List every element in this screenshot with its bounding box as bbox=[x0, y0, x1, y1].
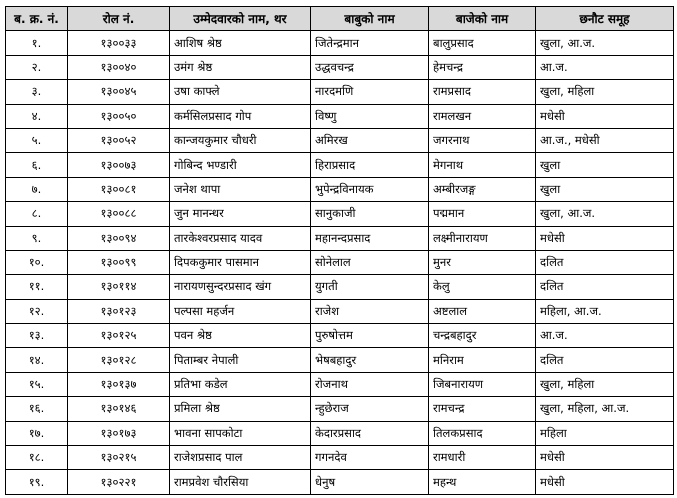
selection-group-cell: मधेसी bbox=[536, 446, 674, 470]
grandfather-name-cell: पद्ममान bbox=[429, 202, 536, 226]
grandfather-name-cell: बालुप्रसाद bbox=[429, 31, 536, 55]
table-row bbox=[6, 153, 674, 177]
father-name-cell: सानुकाजी bbox=[311, 202, 429, 226]
grandfather-name-cell: मनिराम bbox=[429, 348, 536, 372]
table-header bbox=[6, 7, 674, 31]
selection-group-cell: मधेसी bbox=[536, 226, 674, 250]
serial-no-cell: १२. bbox=[6, 299, 68, 323]
candidate-name-cell: पल्पसा महर्जन bbox=[170, 299, 311, 323]
table-row bbox=[6, 80, 674, 104]
table-row bbox=[6, 250, 674, 274]
grandfather-name-cell: महन्थ bbox=[429, 470, 536, 494]
header-serial-no: ब. क्र. नं. bbox=[6, 7, 68, 31]
table-row bbox=[6, 397, 674, 421]
grandfather-name-cell: रामलखन bbox=[429, 104, 536, 128]
grandfather-name-cell: जिबनारायण bbox=[429, 372, 536, 396]
father-name-cell: रोजनाथ bbox=[311, 372, 429, 396]
grandfather-name-cell: मुनर bbox=[429, 250, 536, 274]
candidate-name-cell: प्रतिभा कडेल bbox=[170, 372, 311, 396]
candidate-name-cell: कान्जयकुमार चौधरी bbox=[170, 128, 311, 152]
candidate-name-cell: रामप्रवेश चौरसिया bbox=[170, 470, 311, 494]
selection-group-cell: खुला, आ.ज. bbox=[536, 31, 674, 55]
candidate-name-cell: जुन मानन्धर bbox=[170, 202, 311, 226]
candidate-name-cell: उषा काफ्ले bbox=[170, 80, 311, 104]
candidate-name-cell: गोबिन्द भण्डारी bbox=[170, 153, 311, 177]
father-name-cell: सोनेलाल bbox=[311, 250, 429, 274]
candidate-name-cell: कर्मसिलप्रसाद गोप bbox=[170, 104, 311, 128]
serial-no-cell: ५. bbox=[6, 128, 68, 152]
father-name-cell: विष्णु bbox=[311, 104, 429, 128]
roll-no-cell: १३०१२८ bbox=[68, 348, 170, 372]
candidate-name-cell: उमंग श्रेष्ठ bbox=[170, 55, 311, 79]
header-candidate-name: उम्मेदवारको नाम, थर bbox=[170, 7, 311, 31]
table-row bbox=[6, 55, 674, 79]
table-row bbox=[6, 202, 674, 226]
father-name-cell: राजेश bbox=[311, 299, 429, 323]
selection-group-cell: मधेसी bbox=[536, 470, 674, 494]
table-row bbox=[6, 275, 674, 299]
father-name-cell: महानन्दप्रसाद bbox=[311, 226, 429, 250]
table-row bbox=[6, 421, 674, 445]
table-row bbox=[6, 31, 674, 55]
candidate-name-cell: दिपककुमार पासमान bbox=[170, 250, 311, 274]
table-row bbox=[6, 446, 674, 470]
selection-group-cell: खुला, महिला bbox=[536, 80, 674, 104]
father-name-cell: उद्धवचन्द्र bbox=[311, 55, 429, 79]
roll-no-cell: १३००९४ bbox=[68, 226, 170, 250]
father-name-cell: नारदमणि bbox=[311, 80, 429, 104]
candidate-name-cell: नारायणसुन्दरप्रसाद खंग bbox=[170, 275, 311, 299]
roll-no-cell: १३०२२१ bbox=[68, 470, 170, 494]
father-name-cell: युगती bbox=[311, 275, 429, 299]
father-name-cell: अमिरख bbox=[311, 128, 429, 152]
table-body bbox=[6, 31, 674, 494]
roll-no-cell: १३०११४ bbox=[68, 275, 170, 299]
header-roll-no: रोल नं. bbox=[68, 7, 170, 31]
serial-no-cell: ७. bbox=[6, 177, 68, 201]
grandfather-name-cell: रामप्रसाद bbox=[429, 80, 536, 104]
selection-group-cell: आ.ज. bbox=[536, 55, 674, 79]
grandfather-name-cell: तिलकप्रसाद bbox=[429, 421, 536, 445]
selection-group-cell: खुला bbox=[536, 153, 674, 177]
selection-group-cell: महिला, आ.ज. bbox=[536, 299, 674, 323]
serial-no-cell: १५. bbox=[6, 372, 68, 396]
grandfather-name-cell: रामधारी bbox=[429, 446, 536, 470]
grandfather-name-cell: रामचन्द्र bbox=[429, 397, 536, 421]
serial-no-cell: १७. bbox=[6, 421, 68, 445]
selection-group-cell: आ.ज. bbox=[536, 324, 674, 348]
father-name-cell: भुपेन्द्रविनायक bbox=[311, 177, 429, 201]
serial-no-cell: ६. bbox=[6, 153, 68, 177]
grandfather-name-cell: अम्बीरजङ्ग bbox=[429, 177, 536, 201]
selection-group-cell: खुला, महिला bbox=[536, 372, 674, 396]
father-name-cell: भेषबहादुर bbox=[311, 348, 429, 372]
grandfather-name-cell: हेमचन्द्र bbox=[429, 55, 536, 79]
table-row bbox=[6, 128, 674, 152]
serial-no-cell: १८. bbox=[6, 446, 68, 470]
grandfather-name-cell: अष्टलाल bbox=[429, 299, 536, 323]
candidate-name-cell: प्रमिला श्रेष्ठ bbox=[170, 397, 311, 421]
roll-no-cell: १३००३३ bbox=[68, 31, 170, 55]
table-row bbox=[6, 177, 674, 201]
father-name-cell: हिराप्रसाद bbox=[311, 153, 429, 177]
candidate-name-cell: तारकेश्वरप्रसाद यादव bbox=[170, 226, 311, 250]
grandfather-name-cell: मेगनाथ bbox=[429, 153, 536, 177]
father-name-cell: धेनुष bbox=[311, 470, 429, 494]
serial-no-cell: १. bbox=[6, 31, 68, 55]
father-name-cell: गगनदेव bbox=[311, 446, 429, 470]
selection-group-cell: खुला, आ.ज. bbox=[536, 202, 674, 226]
father-name-cell: न्हुछेराज bbox=[311, 397, 429, 421]
serial-no-cell: १९. bbox=[6, 470, 68, 494]
roll-no-cell: १३०२१५ bbox=[68, 446, 170, 470]
serial-no-cell: ९. bbox=[6, 226, 68, 250]
selection-group-cell: दलित bbox=[536, 275, 674, 299]
grandfather-name-cell: जगरनाथ bbox=[429, 128, 536, 152]
candidate-name-cell: जनेश थापा bbox=[170, 177, 311, 201]
selection-group-cell: खुला, महिला, आ.ज. bbox=[536, 397, 674, 421]
serial-no-cell: ११. bbox=[6, 275, 68, 299]
serial-no-cell: ४. bbox=[6, 104, 68, 128]
candidate-name-cell: राजेशप्रसाद पाल bbox=[170, 446, 311, 470]
selection-group-cell: मधेसी bbox=[536, 104, 674, 128]
candidate-name-cell: पिताम्बर नेपाली bbox=[170, 348, 311, 372]
grandfather-name-cell: लक्ष्मीनारायण bbox=[429, 226, 536, 250]
serial-no-cell: ८. bbox=[6, 202, 68, 226]
father-name-cell: जितेन्द्रमान bbox=[311, 31, 429, 55]
serial-no-cell: १०. bbox=[6, 250, 68, 274]
serial-no-cell: १३. bbox=[6, 324, 68, 348]
candidate-name-cell: पवन श्रेष्ठ bbox=[170, 324, 311, 348]
roll-no-cell: १३००७३ bbox=[68, 153, 170, 177]
father-name-cell: पुरुषोत्तम bbox=[311, 324, 429, 348]
roll-no-cell: १३०१२३ bbox=[68, 299, 170, 323]
selection-group-cell: आ.ज., मधेसी bbox=[536, 128, 674, 152]
grandfather-name-cell: चन्द्रबहादुर bbox=[429, 324, 536, 348]
header-row bbox=[6, 7, 674, 31]
table-row bbox=[6, 104, 674, 128]
selection-group-cell: महिला bbox=[536, 421, 674, 445]
roll-no-cell: १३००८१ bbox=[68, 177, 170, 201]
serial-no-cell: ३. bbox=[6, 80, 68, 104]
roll-no-cell: १३०१४६ bbox=[68, 397, 170, 421]
candidate-name-cell: आशिष श्रेष्ठ bbox=[170, 31, 311, 55]
serial-no-cell: १४. bbox=[6, 348, 68, 372]
serial-no-cell: १६. bbox=[6, 397, 68, 421]
table-row bbox=[6, 299, 674, 323]
roll-no-cell: १३००५० bbox=[68, 104, 170, 128]
candidate-name-cell: भावना सापकोटा bbox=[170, 421, 311, 445]
table-row bbox=[6, 348, 674, 372]
table-row bbox=[6, 324, 674, 348]
selection-group-cell: दलित bbox=[536, 348, 674, 372]
grandfather-name-cell: केलु bbox=[429, 275, 536, 299]
roll-no-cell: १३००८८ bbox=[68, 202, 170, 226]
selection-group-cell: खुला bbox=[536, 177, 674, 201]
roll-no-cell: १३००९९ bbox=[68, 250, 170, 274]
header-father-name: बाबुको नाम bbox=[311, 7, 429, 31]
roll-no-cell: १३०१२५ bbox=[68, 324, 170, 348]
table-row bbox=[6, 372, 674, 396]
roll-no-cell: १३००४० bbox=[68, 55, 170, 79]
roll-no-cell: १३०१३७ bbox=[68, 372, 170, 396]
header-grandfather-name: बाजेको नाम bbox=[429, 7, 536, 31]
roll-no-cell: १३००४५ bbox=[68, 80, 170, 104]
table-row bbox=[6, 470, 674, 494]
selection-group-cell: दलित bbox=[536, 250, 674, 274]
header-selection-group: छनौट समूह bbox=[536, 7, 674, 31]
roll-no-cell: १३०१७३ bbox=[68, 421, 170, 445]
father-name-cell: केदारप्रसाद bbox=[311, 421, 429, 445]
results-table bbox=[5, 6, 674, 495]
roll-no-cell: १३००५२ bbox=[68, 128, 170, 152]
table-row bbox=[6, 226, 674, 250]
serial-no-cell: २. bbox=[6, 55, 68, 79]
